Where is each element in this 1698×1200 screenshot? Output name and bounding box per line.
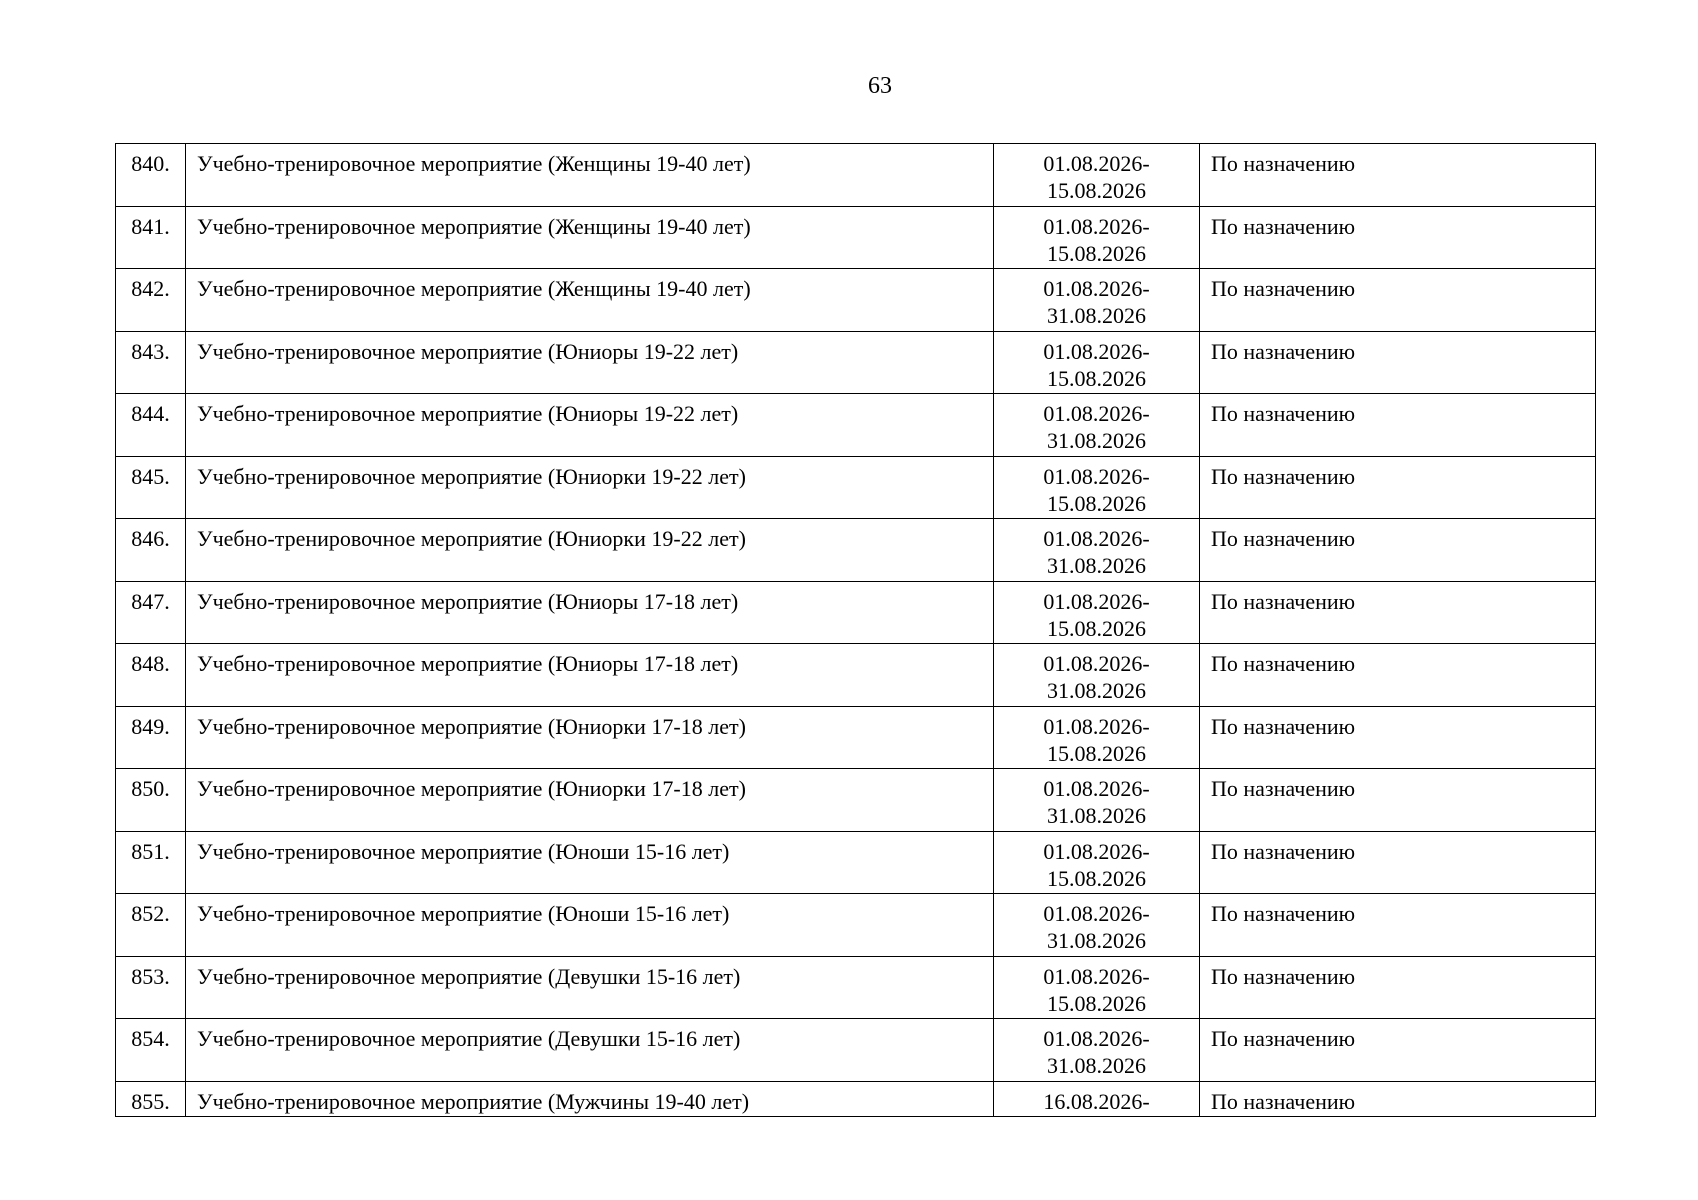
date-start: 01.08.2026- — [1043, 713, 1150, 739]
page-number: 63 — [868, 73, 892, 99]
event-name: Учебно-тренировочное мероприятие (Юниоры 19-22 лет) — [186, 331, 994, 394]
date-end: 15.08.2026 — [1047, 178, 1146, 203]
date-start: 01.08.2026- — [1043, 213, 1150, 239]
event-note: По назначению — [1200, 894, 1596, 957]
row-number: 842. — [116, 269, 186, 332]
event-note: По назначению — [1200, 581, 1596, 644]
event-dates — [994, 456, 1200, 519]
date-end: 15.08.2026 — [1047, 990, 1146, 1016]
row-number: 841. — [116, 206, 186, 269]
event-name: Учебно-тренировочное мероприятие (Женщины 19-40 лет) — [186, 206, 994, 269]
event-name: Учебно-тренировочное мероприятие (Девушки 15-16 лет) — [186, 1019, 994, 1082]
date-end: 15.08.2026 — [1047, 490, 1146, 516]
event-note: По назначению — [1200, 769, 1596, 832]
event-name: Учебно-тренировочное мероприятие (Юниоры 17-18 лет) — [186, 581, 994, 644]
event-dates — [994, 769, 1200, 832]
event-dates — [994, 644, 1200, 707]
date-start: 01.08.2026- — [1043, 651, 1150, 676]
date-start: 01.08.2026- — [1043, 901, 1150, 926]
table-row — [116, 269, 1596, 332]
event-dates — [994, 519, 1200, 582]
date-end: 15.08.2026 — [1047, 365, 1146, 391]
date-end: 31.08.2026 — [1047, 1053, 1146, 1078]
table-row — [116, 206, 1596, 269]
table-row — [116, 1081, 1596, 1116]
event-dates — [994, 831, 1200, 894]
table-row — [116, 831, 1596, 894]
date-end: 31.08.2026 — [1047, 553, 1146, 578]
date-start: 01.08.2026- — [1043, 838, 1150, 864]
date-end: 15.08.2026 — [1047, 240, 1146, 266]
date-start: 01.08.2026- — [1043, 776, 1150, 801]
date-start: 01.08.2026- — [1043, 963, 1150, 989]
row-number: 852. — [116, 894, 186, 957]
date-end: 15.08.2026 — [1047, 865, 1146, 891]
date-start: 01.08.2026- — [1043, 463, 1150, 489]
row-number: 848. — [116, 644, 186, 707]
row-number: 846. — [116, 519, 186, 582]
row-number: 849. — [116, 706, 186, 769]
table-row — [116, 894, 1596, 957]
date-start: 01.08.2026- — [1043, 151, 1150, 176]
event-note: По назначению — [1200, 1081, 1596, 1116]
event-note: По назначению — [1200, 956, 1596, 1019]
row-number: 853. — [116, 956, 186, 1019]
table-row — [116, 394, 1596, 457]
event-dates — [994, 394, 1200, 457]
event-name: Учебно-тренировочное мероприятие (Мужчины 19-40 лет) — [186, 1081, 994, 1116]
event-name: Учебно-тренировочное мероприятие (Юноши 15-16 лет) — [186, 894, 994, 957]
event-note: По назначению — [1200, 269, 1596, 332]
table-row — [116, 331, 1596, 394]
event-note: По назначению — [1200, 206, 1596, 269]
event-dates — [994, 144, 1200, 207]
event-name: Учебно-тренировочное мероприятие (Юниорки 19-22 лет) — [186, 519, 994, 582]
date-start: 01.08.2026- — [1043, 588, 1150, 614]
event-name: Учебно-тренировочное мероприятие (Юниорки 19-22 лет) — [186, 456, 994, 519]
event-name: Учебно-тренировочное мероприятие (Юноши 15-16 лет) — [186, 831, 994, 894]
event-dates — [994, 206, 1200, 269]
date-end: 15.08.2026 — [1047, 615, 1146, 641]
table-row — [116, 769, 1596, 832]
event-dates — [994, 269, 1200, 332]
event-note: По назначению — [1200, 456, 1596, 519]
row-number: 844. — [116, 394, 186, 457]
event-note: По назначению — [1200, 1019, 1596, 1082]
event-name: Учебно-тренировочное мероприятие (Девушки 15-16 лет) — [186, 956, 994, 1019]
date-end: 31.08.2026 — [1047, 428, 1146, 453]
event-name: Учебно-тренировочное мероприятие (Юниорки 17-18 лет) — [186, 706, 994, 769]
row-number: 854. — [116, 1019, 186, 1082]
row-number: 851. — [116, 831, 186, 894]
table-row — [116, 144, 1596, 207]
date-start: 01.08.2026- — [1043, 401, 1150, 426]
event-dates — [994, 581, 1200, 644]
date-start: 01.08.2026- — [1043, 338, 1150, 364]
row-number: 850. — [116, 769, 186, 832]
event-name: Учебно-тренировочное мероприятие (Юниорки 17-18 лет) — [186, 769, 994, 832]
event-name: Учебно-тренировочное мероприятие (Женщины 19-40 лет) — [186, 269, 994, 332]
event-note: По назначению — [1200, 831, 1596, 894]
date-start: 01.08.2026- — [1043, 526, 1150, 551]
events-table — [115, 143, 1596, 1117]
table-row — [116, 956, 1596, 1019]
event-dates — [994, 706, 1200, 769]
event-name: Учебно-тренировочное мероприятие (Юниоры 19-22 лет) — [186, 394, 994, 457]
table-row — [116, 456, 1596, 519]
table-row — [116, 581, 1596, 644]
date-end: 31.08.2026 — [1047, 303, 1146, 328]
date-start: 01.08.2026- — [1043, 276, 1150, 301]
event-note: По назначению — [1200, 519, 1596, 582]
event-dates — [994, 956, 1200, 1019]
event-note: По назначению — [1200, 644, 1596, 707]
event-note: По назначению — [1200, 144, 1596, 207]
date-end: 31.08.2026 — [1047, 803, 1146, 828]
events-table-body — [116, 144, 1596, 1117]
event-dates — [994, 1081, 1200, 1116]
row-number: 855. — [116, 1081, 186, 1116]
table-row — [116, 706, 1596, 769]
event-note: По назначению — [1200, 394, 1596, 457]
event-name: Учебно-тренировочное мероприятие (Женщины 19-40 лет) — [186, 144, 994, 207]
date-end: 31.08.2026 — [1047, 678, 1146, 703]
event-name: Учебно-тренировочное мероприятие (Юниоры 17-18 лет) — [186, 644, 994, 707]
row-number: 845. — [116, 456, 186, 519]
event-dates — [994, 331, 1200, 394]
date-end: 15.08.2026 — [1047, 740, 1146, 766]
event-dates — [994, 894, 1200, 957]
row-number: 847. — [116, 581, 186, 644]
row-number: 843. — [116, 331, 186, 394]
event-dates — [994, 1019, 1200, 1082]
table-row — [116, 644, 1596, 707]
date-start: 01.08.2026- — [1043, 1026, 1150, 1051]
date-end: 31.08.2026 — [1047, 928, 1146, 953]
table-row — [116, 1019, 1596, 1082]
event-note: По назначению — [1200, 331, 1596, 394]
row-number: 840. — [116, 144, 186, 207]
table-row — [116, 519, 1596, 582]
event-note: По назначению — [1200, 706, 1596, 769]
date-start: 16.08.2026- — [1043, 1088, 1150, 1114]
